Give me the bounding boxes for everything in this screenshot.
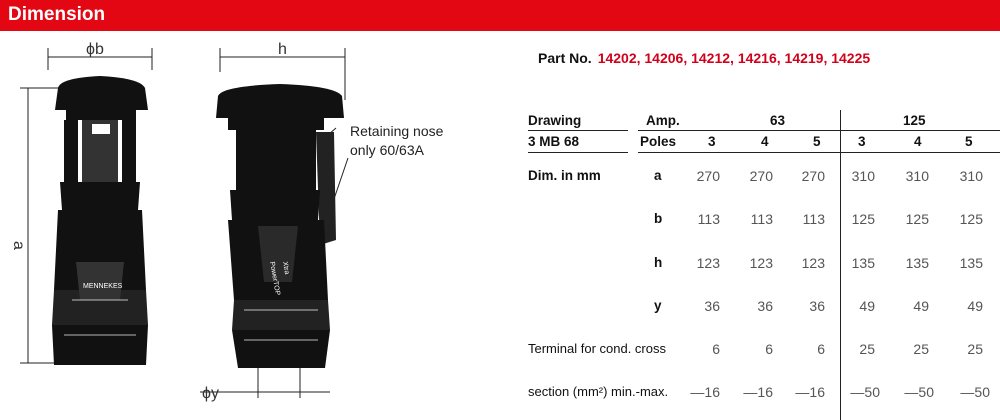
table-cell: —50 <box>960 384 990 400</box>
table-cell: 123 <box>749 255 773 271</box>
table-cell: 6 <box>765 341 773 357</box>
divider <box>638 130 1000 131</box>
table-cell: 310 <box>905 168 929 184</box>
table-cell: 310 <box>851 168 875 184</box>
row-key-y: y <box>654 298 662 313</box>
divider <box>528 130 628 131</box>
table-cell: 270 <box>749 168 773 184</box>
table-cell: —50 <box>850 384 880 400</box>
poles-col-2: 4 <box>761 134 769 149</box>
amp-label: Amp. <box>646 113 680 128</box>
table-cell: 135 <box>851 255 875 271</box>
divider <box>638 152 1000 153</box>
section-header <box>0 0 1000 31</box>
table-cell: 25 <box>913 341 929 357</box>
table-cell: 6 <box>712 341 720 357</box>
table-cell: 36 <box>704 298 720 314</box>
powertop-label: PowerTOP <box>268 261 281 296</box>
poles-col-5: 4 <box>914 134 922 149</box>
table-cell: 135 <box>959 255 983 271</box>
dim-y-label: ϕy <box>202 385 219 402</box>
poles-label: Poles <box>640 134 677 149</box>
table-cell: 49 <box>913 298 929 314</box>
brand-label: MENNEKES <box>83 283 123 290</box>
terminal-label: Terminal for cond. cross <box>528 341 666 356</box>
table-cell: 125 <box>959 211 983 227</box>
table-cell: 123 <box>801 255 825 271</box>
table-cell: 49 <box>859 298 875 314</box>
part-number-line <box>538 50 870 66</box>
row-key-h: h <box>654 255 663 270</box>
poles-col-1: 3 <box>708 134 716 149</box>
table-cell: 113 <box>750 211 773 227</box>
table-cell: 113 <box>697 211 720 227</box>
drawing-code: 3 MB 68 <box>528 134 580 149</box>
amp-group-125: 125 <box>903 113 926 128</box>
poles-col-6: 5 <box>965 134 973 149</box>
dim-h-label: h <box>278 41 287 58</box>
section-label: section (mm²) min.-max. <box>528 384 669 399</box>
table-cell: 6 <box>817 341 825 357</box>
technical-drawing <box>0 31 520 420</box>
section-title: Dimension <box>8 4 106 25</box>
part-number-label: Part No. <box>538 50 592 66</box>
table-cell: 123 <box>696 255 720 271</box>
dim-b-label: ϕb <box>86 41 104 58</box>
table-cell: 25 <box>967 341 983 357</box>
table-cell: 49 <box>967 298 983 314</box>
retaining-nose-note-line2: only 60/63A <box>350 142 424 158</box>
table-cell: 270 <box>801 168 825 184</box>
dimension-table <box>528 108 1000 420</box>
dim-a-label: a <box>10 241 27 250</box>
poles-col-3: 5 <box>813 134 821 149</box>
table-cell: 113 <box>802 211 825 227</box>
poles-col-4: 3 <box>858 134 866 149</box>
table-cell: —50 <box>904 384 934 400</box>
drawing-label: Drawing <box>528 113 582 128</box>
amp-group-63: 63 <box>770 113 786 128</box>
table-cell: 36 <box>809 298 825 314</box>
divider <box>528 152 628 153</box>
xtra-label: Xtra <box>281 261 291 275</box>
part-number-values: 14202, 14206, 14212, 14216, 14219, 14225 <box>597 50 871 66</box>
table-cell: 36 <box>757 298 773 314</box>
table-cell: —16 <box>795 384 825 400</box>
table-cell: 135 <box>905 255 929 271</box>
row-key-a: a <box>654 168 662 183</box>
row-key-b: b <box>654 211 663 226</box>
dim-in-mm-label: Dim. in mm <box>528 168 601 183</box>
retaining-nose-note-line1: Retaining nose <box>350 123 444 139</box>
table-cell: —16 <box>743 384 773 400</box>
table-cell: 125 <box>851 211 875 227</box>
table-cell: 25 <box>859 341 875 357</box>
table-cell: 270 <box>696 168 720 184</box>
table-cell: 125 <box>905 211 929 227</box>
table-cell: —16 <box>690 384 720 400</box>
table-cell: 310 <box>959 168 983 184</box>
